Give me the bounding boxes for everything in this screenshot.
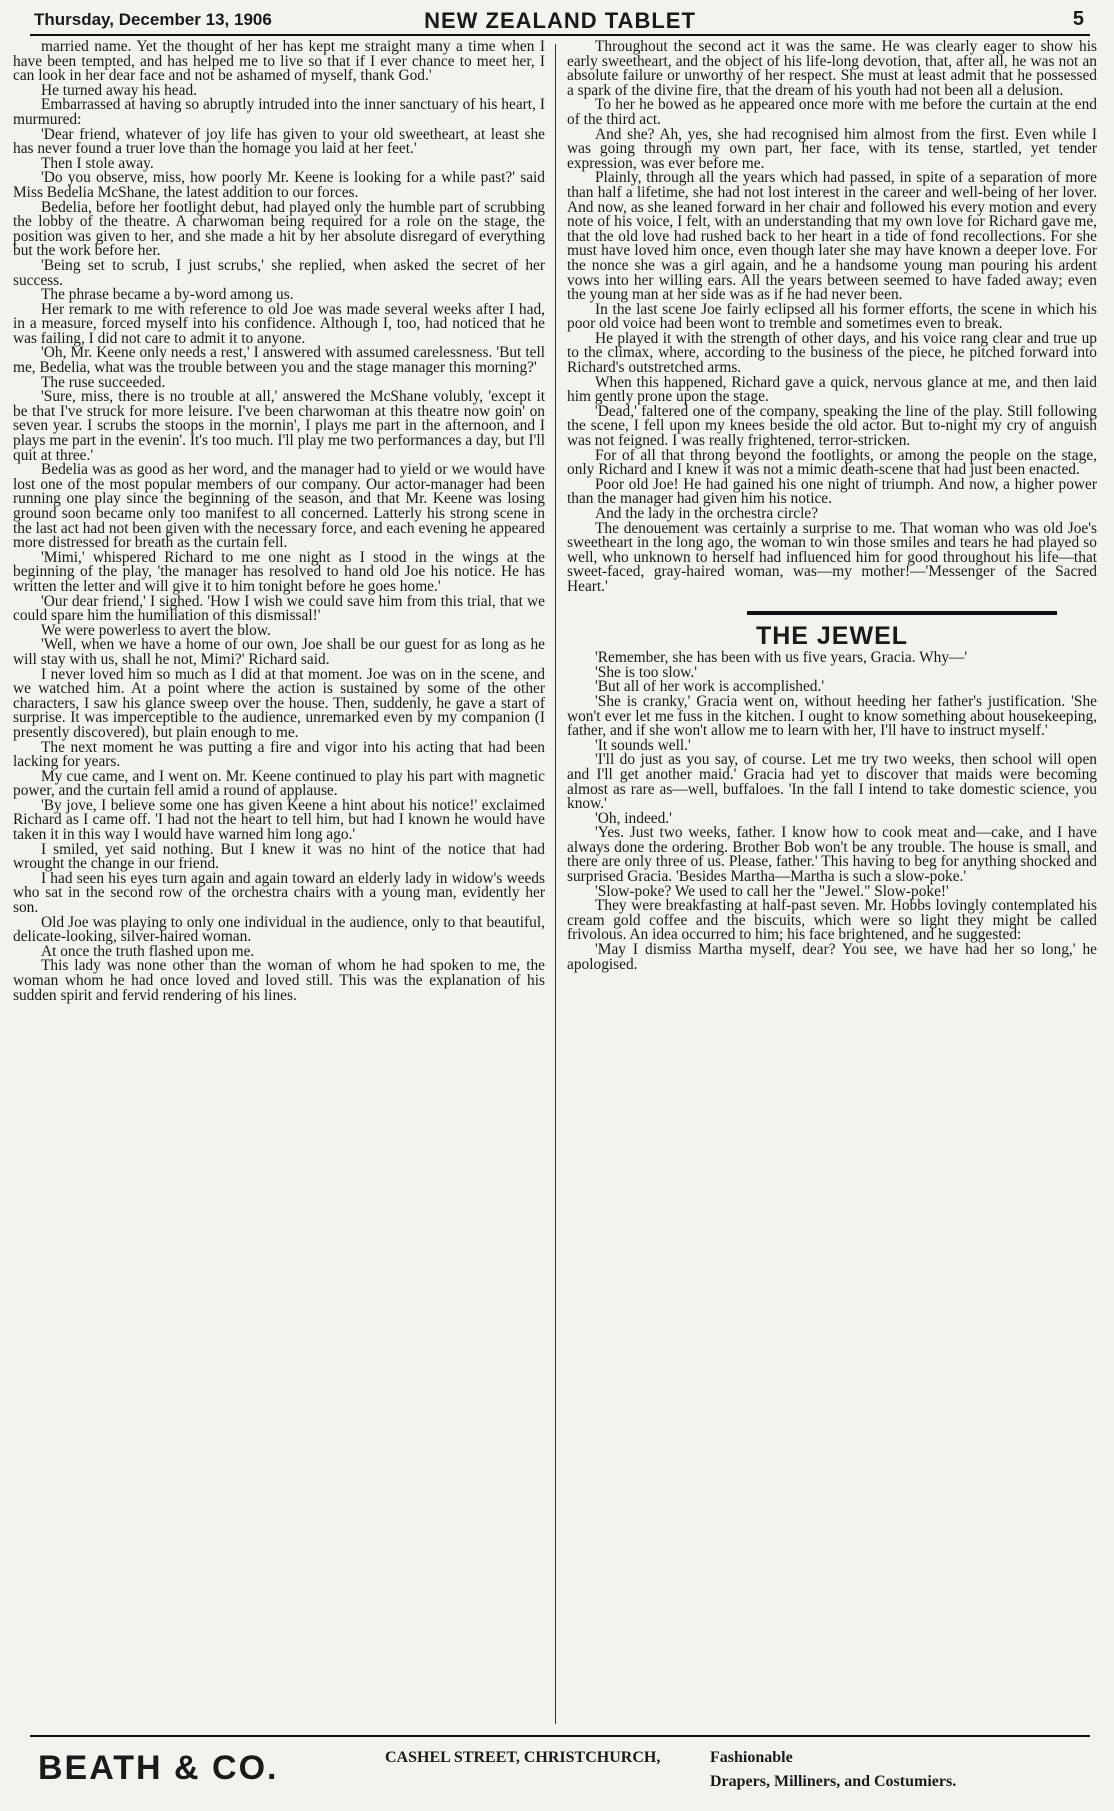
- paragraph: 'Remember, she has been with us five years, Gracia. Why—': [595, 649, 968, 667]
- advertiser-name: BEATH & CO.: [38, 1749, 279, 1787]
- paragraph: Bedelia was as good as her word, and the manager had to yield or we would have lost one of the most popular members of our company. Our actor-manager had been running one play since the beginning of the season, and that Mr. Keene was losing ground soon became only too manifest to all concerned. Latterly his strong scene in the last act had not been given with the necessary force, and each evening he appeared more distressed for breath as the curtain fell.: [13, 461, 545, 552]
- paragraph: Her remark to me with reference to old Joe was made several weeks after I had, in a measure, forced myself into his confidence. Although I, too, had noticed that he was failing, I did not care to admit it to anyone.: [13, 300, 545, 347]
- paragraph: 'Our dear friend,' I sighed. 'How I wish we could save him from this trial, that we could spare him the humiliation of this dismissal!': [13, 592, 545, 625]
- paragraph: The phrase became a by-word among us.: [41, 286, 294, 304]
- paragraph: 'Do you observe, miss, how poorly Mr. Keene is looking for a while past?' said Miss Bedelia McShane, the latest addition to our forces.: [13, 169, 545, 201]
- paragraph: 'Sure, miss, there is no trouble at all,' answered the McShane volubly, 'except it be that I've struck for more leisure. I've been charwoman at this theatre now goin' on seven year. I scrubs the stoops in the mornin', I plays me part in the afternoon, and I plays me part in the evenin'. It's too much. I'll play me two performances a day, but I'll quit at three.': [13, 388, 545, 464]
- paragraph: I never loved him so much as I did at that moment. Joe was on in the scene, and we watched him. At a point where the action is sustained by some of the other characters, I saw his glance sweep over the house. Then, suddenly, he gave a start of surprise. It was imperceptible to the audience, unremarked even by my companion (I presently discovered), but plain enough to me.: [13, 665, 545, 741]
- paragraph: And the lady in the orchestra circle?: [595, 505, 819, 522]
- paragraph: 'By jove, I believe some one has given Keene a hint about his notice!' exclaimed Richard as I came off. 'I had not the heart to tell him, but had I known he would have taken it in this way I would have warned him long ago.': [13, 796, 545, 844]
- right-column: [567, 40, 1097, 1728]
- paragraph: He played it with the strength of other days, and his voice rang clear and true up to the climax, where, according to the business of the piece, he pitched forward into Richard's outstretched arms.: [567, 329, 1097, 377]
- paragraph: They were breakfasting at half-past seven. Mr. Hobbs lovingly contemplated his cream gold coffee and the biscuits, which were so light they might be called frivolous. An idea occurred to him; his face brightened, and he suggested:: [567, 897, 1097, 944]
- section-rule: [747, 611, 1057, 615]
- paragraph: We were powerless to avert the blow.: [41, 621, 271, 639]
- paragraph: I smiled, yet said nothing. But I knew it was no hint of the notice that had wrought the change in our friend.: [13, 840, 545, 873]
- paragraph: 'Dear friend, whatever of joy life has given to your old sweetheart, at least she has never found a truer love than the homage you laid at her feet.': [13, 125, 545, 158]
- paragraph: He turned away his head.: [41, 81, 197, 99]
- paragraph: My cue came, and I went on. Mr. Keene continued to play his part with magnetic power, and the curtain fell amid a round of applause.: [13, 767, 545, 800]
- newspaper-title: NEW ZEALAND TABLET: [424, 8, 696, 33]
- paragraph: 'Well, when we have a home of our own, Joe shall be our guest for as long as he will stay with us, shall he not, Mimi?' Richard said.: [13, 636, 545, 668]
- left-column: [13, 40, 545, 1728]
- paragraph: In the last scene Joe fairly eclipsed all his former efforts, the scene in which his poor old voice had been wont to tremble and sometimes even to break.: [567, 300, 1097, 333]
- story-continuation: [567, 40, 1097, 595]
- masthead: [30, 6, 1090, 36]
- column-divider: [555, 44, 556, 1724]
- paragraph: Poor old Joe! He had gained his one night of triumph. And now, a higher power than the manager had given him his notice.: [567, 475, 1097, 508]
- advertisement-footer: [30, 1735, 1090, 1807]
- paragraph: 'She is cranky,' Gracia went on, without heeding her father's justification. 'She won't ever let me fuss in the kitchen. I ought to know something about housekeeping, father, and if she won't allow me to learn with her, I'll have to instruct myself.': [567, 692, 1097, 740]
- paragraph: And she? Ah, yes, she had recognised him almost from the first. Even while I was going through my own part, her face, with its tense, startled, yet tender expression, was ever before me.: [567, 125, 1097, 172]
- jewel-story: [567, 651, 1097, 972]
- paragraph: 'Slow-poke? We used to call her the "Jewel." Slow-poke!': [595, 882, 949, 900]
- paragraph: 'May I dismiss Martha myself, dear? You see, we have had her so long,' he apologised.: [567, 941, 1097, 973]
- issue-date: Thursday, December 13, 1906: [34, 10, 272, 29]
- paragraph: At once the truth flashed upon me.: [41, 942, 255, 960]
- paragraph: 'Being set to scrub, I just scrubs,' she replied, when asked the secret of her success.: [13, 256, 545, 289]
- paragraph: 'But all of her work is accomplished.': [595, 678, 825, 696]
- paragraph: Plainly, through all the years which had passed, in spite of a separation of more than half a lifetime, she had not lost interest in the career and well-being of her lover. And now, as she leaned forward in her chair and followed his every motion and every note of his voice, I felt, with an understanding that my own love for Richard gave me, that the old love had rushed back to her heart in a tide of fond recollections. For she must have loved him once, even though later she may have known a deeper love. For the nonce she was a girl again, and he a handsome young man pouring his ardent vows into her willing ears. All the years between seemed to have faded away; even the young man at her side was as if he had never been.: [567, 169, 1097, 304]
- paragraph: 'It sounds well.': [595, 736, 691, 754]
- paragraph: Throughout the second act it was the same. He was clearly eager to show his early sweetheart, and the object of his life-long devotion, that, after all, he was not an absolute failure or unworthy of her respect. She must at least admit that he possessed a spark of the divine fire, that the dream of his youth had not been all a delusion.: [567, 40, 1097, 99]
- jewel-section-header: [567, 611, 1097, 650]
- paragraph: 'Yes. Just two weeks, father. I know how to cook meat and—cake, and I have always done the ordering. Brother Bob won't be any trouble. The house is small, and there are only three of us. Please, father.' This having to beg for anything shocked and surprised Gracia. 'Besides Martha—Martha is such a slow-poke.': [567, 824, 1097, 886]
- paragraph: The ruse succeeded.: [41, 373, 166, 391]
- paragraph: I had seen his eyes turn again and again toward an elderly lady in widow's weeds who sat in the second row of the orchestra chairs with a young man, evidently her son.: [13, 869, 545, 917]
- paragraph: This lady was none other than the woman of whom he had spoken to me, the woman whom he had once loved and loved still. This was the explanation of his sudden spirit and fervid rendering of his lines.: [13, 957, 545, 1004]
- advertiser-trade-line2: Drapers, Milliners, and Costumiers.: [710, 1773, 957, 1790]
- paragraph: 'Mimi,' whispered Richard to me one night as I stood in the wings at the beginning of the play, 'the manager has resolved to hand old Joe his notice. He has written the letter and will give it to him tonight before he goes home.': [13, 548, 545, 595]
- section-title: THE JEWEL: [755, 621, 909, 650]
- paragraph: To her he bowed as he appeared once more with me before the curtain at the end of the third act.: [567, 96, 1097, 128]
- advertiser-trade: Fashionable: [710, 1749, 793, 1766]
- paragraph: Embarrassed at having so abruptly intruded into the inner sanctuary of his heart, I murmured:: [13, 96, 545, 128]
- paragraph: Old Joe was playing to only one individual in the audience, only to that beautiful, delicate-looking, silver-haired woman.: [13, 913, 545, 946]
- paragraph: married name. Yet the thought of her has kept me straight many a time when I have been tempted, and has helped me to live so that if I ever chance to meet her, I can look in her dear face and not be ashamed of myself, thank God.': [13, 40, 545, 85]
- paragraph: Then I stole away.: [41, 154, 154, 172]
- paragraph: The next moment he was putting a fire and vigor into his acting that had been lacking for years.: [13, 738, 545, 771]
- page-number: 5: [1072, 8, 1084, 30]
- paragraph: 'I'll do just as you say, of course. Let me try two weeks, then school will open and I'll get another maid.' Gracia had yet to discover that maids were becoming almost as rare as—well, buffaloes. 'In the fall I intend to take domestic science, you know.': [567, 751, 1097, 813]
- paragraph: 'Dead,' faltered one of the company, speaking the line of the play. Still following the scene, I fell upon my knees beside the old actor. But to-night my cry of anguish was not feigned. I was really frightened, terror-stricken.: [567, 402, 1097, 450]
- paragraph: Bedelia, before her footlight debut, had played only the humble part of scrubbing the lobby of the theatre. A charwoman being required for a role on the stage, the position was given to her, and she made a hit by her absolute disregard of everything but the work before her.: [13, 198, 545, 260]
- paragraph: The denouement was certainly a surprise to me. That woman who was old Joe's sweetheart in the long ago, the woman to win those smiles and tears he had played so well, who unknown to herself had influenced him for good throughout his life—that sweet-faced, gray-haired woman, was—my mother!—'Messenger of the Sacred Heart.': [567, 519, 1097, 595]
- paragraph: For of all that throng beyond the footlights, or among the people on the stage, only Richard and I knew it was not a mimic death-scene that had just been enacted.: [567, 446, 1097, 479]
- paragraph: When this happened, Richard gave a quick, nervous glance at me, and then laid him gently prone upon the stage.: [567, 373, 1097, 406]
- advertiser-address: CASHEL STREET, CHRISTCHURCH,: [385, 1749, 661, 1766]
- paragraph: 'She is too slow.': [595, 663, 698, 681]
- paragraph: 'Oh, indeed.': [595, 809, 672, 827]
- paragraph: 'Oh, Mr. Keene only needs a rest,' I answered with assumed carelessness. 'But tell me, Bedelia, what was the trouble between you and the stage manager this morning?': [13, 344, 545, 377]
